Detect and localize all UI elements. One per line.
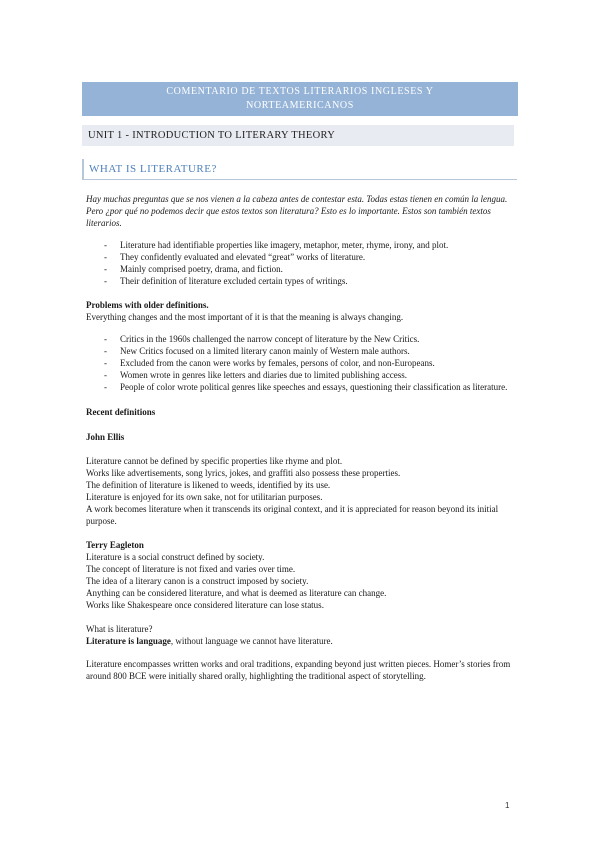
problems-text: Everything changes and the most important of it is that the meaning is always changing. [86,312,404,322]
page-number: 1 [505,801,510,810]
language-emphasis: Literature is language [86,636,171,646]
definition-line: Literature cannot be defined by specific properties like rhyme and plot. [86,456,343,466]
language-line [86,635,518,647]
eagleton-definition [86,551,518,611]
list-item: - New Critics focused on a limited literary canon mainly of Western male authors. [86,345,518,357]
definition-line: Works like advertisements, song lyrics, jokes, and graffiti also possess these properties. [86,468,401,478]
definition-line: Literature is a social construct defined by society. [86,552,265,562]
author-heading-ellis: John Ellis [86,432,125,442]
unit-heading: UNIT 1 - INTRODUCTION TO LITERARY THEORY [82,125,514,146]
definition-line: The concept of literature is not fixed and varies over time. [86,564,296,574]
document-body [86,193,518,682]
language-rest: , without language we cannot have literature. [170,636,333,646]
recent-definitions-heading: Recent definitions [86,407,156,417]
oral-tradition-paragraph: Literature encompasses written works and oral traditions, expanding beyond just written pieces. Homer’s stories from around 800 BCE were initially shared orally, highlighting the traditional aspect of storytelling. [86,659,511,681]
course-title-line-2: NORTEAMERICANOS [246,100,354,111]
author-heading-eagleton: Terry Eagleton [86,540,144,550]
intro-paragraph: Hay muchas preguntas que se nos vienen a la cabeza antes de contestar esta. Todas estas tienen en común la lengua. Pero ¿por qué no podemos decir que estos textos son literatura? Esto es lo importante. Estos son también textos literarios. [86,194,508,228]
list-item: - Critics in the 1960s challenged the narrow concept of literature by the New Critics. [86,333,518,345]
list-item: - Their definition of literature excluded certain types of writings. [86,275,518,287]
definition-line: Literature is enjoyed for its own sake, not for utilitarian purposes. [86,492,323,502]
list-item: - They confidently evaluated and elevated “great” works of literature. [86,251,518,263]
definition-line: A work becomes literature when it transcends its original context, and it is appreciated for reason beyond its initial purpose. [86,504,499,526]
course-title-banner [82,82,518,116]
list-item: - Excluded from the canon were works by females, persons of color, and non-Europeans. [86,357,518,369]
list-item: - Mainly comprised poetry, drama, and fiction. [86,263,518,275]
definition-line: The definition of literature is likened to weeds, identified by its use. [86,480,331,490]
definition-line: The idea of a literary canon is a construct imposed by society. [86,576,309,586]
ellis-definition [86,455,518,527]
list-item: - People of color wrote political genres like speeches and essays, questioning their classification as literature. [86,381,518,393]
list-item: - Women wrote in genres like letters and diaries due to limited publishing access. [86,369,518,381]
definition-line: Works like Shakespeare once considered literature can lose status. [86,600,324,610]
section-heading: WHAT IS LITERATURE? [82,159,517,180]
problems-heading: Problems with older definitions. [86,300,209,310]
problems-list [86,333,518,393]
definition-line: Anything can be considered literature, and what is deemed as literature can change. [86,588,387,598]
course-title-line-1: COMENTARIO DE TEXTOS LITERARIOS INGLESES Y [166,86,434,97]
question-line: What is literature? [86,624,153,634]
list-item: - Literature had identifiable properties like imagery, metaphor, meter, rhyme, irony, and plot. [86,239,518,251]
old-definition-list [86,239,518,287]
